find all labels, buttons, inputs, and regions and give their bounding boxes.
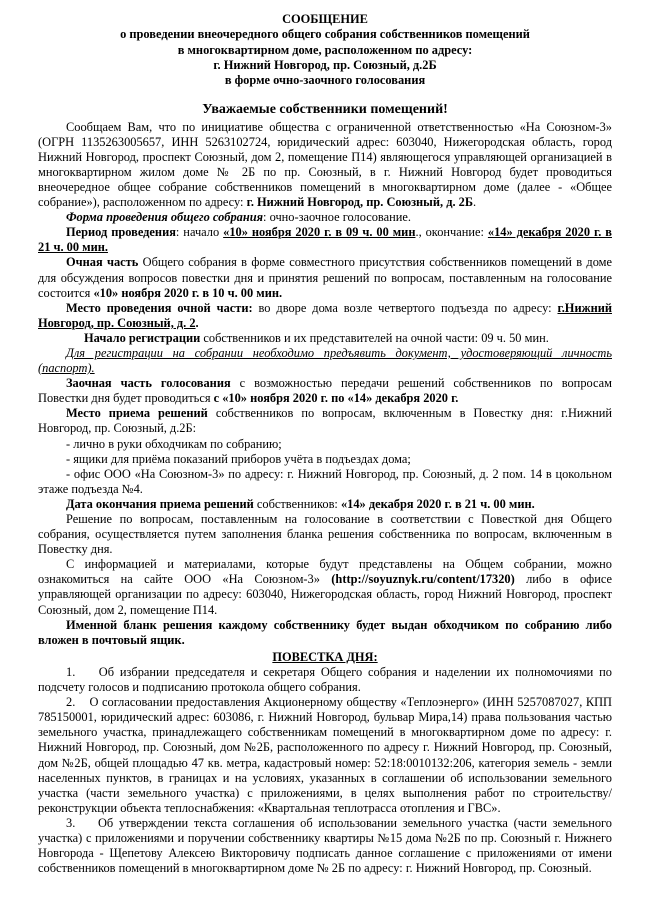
intro-text: Сообщаем Вам, что по инициативе общества с ограниченной ответственностью «На Союзном-3» (ОГРН 1135263005657, ИНН 5263102724, юридический адрес: 603040, Нижегородская область, город Нижний Новгород, проспект Союзный, дом 2, помещение П14) являющегося управляющей организацией в многоквартирном жилом доме № 2Б по пр. Союзный, в г. Нижний Новгород будет проводиться внеочередное общее собрание собственников помещений в многоквартирном доме (далее - «Общее собрание»), расположенном по адресу:: [38, 119, 612, 210]
intro-paragraph: [38, 120, 612, 211]
notice-subtitle-line-1: о проведении внеочередного общего собрания собственников помещений: [120, 27, 530, 42]
place-text: во дворе дома возле четвертого подъезда по адресу:: [252, 300, 558, 315]
deadline-label: Дата окончания приема решений: [66, 496, 254, 511]
notice-address: г. Нижний Новгород, пр. Союзный, д.2Б: [213, 57, 437, 72]
remote-paragraph: [38, 376, 612, 406]
intro-address: г. Нижний Новгород, пр. Союзный, д. 2Б: [246, 195, 474, 210]
reception-label: Место приема решений: [66, 406, 208, 421]
agenda-item-number: 2.: [66, 695, 76, 710]
decision-paragraph: Решение по вопросам, поставленным на голосование в соответствии с Повесткой дня Общего собрания, осуществляется путем заполнения бланка решения собственника по вопросам, включенным в Повестку дня.: [38, 512, 612, 557]
remote-text: с возможностью передачи решений собственников по вопросам Повестки дня будет проводиться: [38, 376, 613, 406]
agenda-item-number: 1.: [66, 664, 76, 679]
reception-item: - лично в руки обходчикам по собранию;: [66, 436, 282, 451]
deadline-paragraph: [38, 497, 612, 512]
place-paragraph: [38, 301, 612, 331]
form-value: : очно-заочное голосование.: [263, 210, 411, 225]
form-paragraph: [38, 210, 612, 225]
agenda-title: ПОВЕСТКА ДНЯ:: [272, 649, 378, 664]
period-end: «14» декабря 2020 г. в 21 ч. 00 мин.: [38, 225, 612, 255]
info-paragraph: [38, 557, 612, 617]
registration-paragraph: [38, 331, 612, 346]
notice-voting-form: в форме очно-заочного голосования: [224, 73, 426, 88]
reception-item: - офис ООО «На Союзном-3» по адресу: г. Нижний Новгород, пр. Союзный, д. 2 пом. 14 в цокольном этаже подъезда №4.: [38, 466, 612, 496]
info-text-1: С информацией и материалами, которые будут представлены на Общем собрании, можно ознакомиться на сайте ООО «На Союзном-3»: [38, 557, 612, 587]
place-address: г.Нижний Новгород, пр. Союзный, д. 2: [38, 300, 612, 330]
agenda-item-text: О согласовании предоставления Акционерному обществу «Теплоэнерго» (ИНН 5257087027, КПП 785150001, юридический адрес: 603086, г. Нижний Новгород, бульвар Мира,14) права пользования частью земельного участка, принадлежащего собственникам помещений в многоквартирном доме по адресу: г. Нижний Новгород, пр. Союзный, дом №2Б, расположенного по адресу г. Нижний Новгород, пр. Союзный, дом №2Б, общей площадью 47 кв. метра, кадастровый номер: 52:18:0010132:206, категория земель - земли населенных пунктов, в границах и на условиях, указанных в соглашении об использовании земельного участка (части земельного участка) с приложениями, в целях выполнения работ по строительству/реконструкции объекта теплоснабжения: «Квартальная теплотрасса отопления и ГВС».: [38, 695, 613, 815]
form-label: Форма проведения общего собрания: [66, 210, 264, 225]
place-end: .: [195, 315, 199, 330]
agenda-item: [38, 816, 612, 876]
period-paragraph: [38, 225, 612, 255]
reception-text: собственников по вопросам, включенным в Повестку дня: г.Нижний Новгород, пр. Союзный, д.2Б:: [38, 406, 613, 436]
intro-end: .: [473, 195, 477, 210]
inperson-date: «10» ноября 2020 г. в 10 ч. 00 мин.: [93, 285, 283, 300]
ballot-note: Именной бланк решения каждому собственнику будет выдан обходчиком по собранию либо вложен в почтовый ящик.: [38, 617, 612, 647]
inperson-paragraph: [38, 255, 612, 300]
agenda-item-text: Об избрании председателя и секретаря Общего собрания и наделении их полномочиями по подсчету голосов и подписанию протокола общего собрания.: [38, 664, 612, 695]
remote-label: Заочная часть голосования: [66, 376, 231, 391]
agenda-item-text: Об утверждении текста соглашения об использовании земельного участка (части земельного участка) с приложениями и поручении собственнику квартиры №15 дома №2Б по пр. Союзный г. Нижнего Новгорода - Щепетову Алексею Викторовичу подписать данное соглашение с приложениями от имени собственников помещений в многоквартирном доме № 2Б по адресу: г. Нижний Новгород, пр. Союзный.: [38, 815, 612, 876]
registration-note: Для регистрации на собрании необходимо предъявить документ, удостоверяющий личность (паспорт).: [38, 345, 612, 376]
registration-label: Начало регистрации: [84, 330, 201, 345]
notice-title: СООБЩЕНИЕ: [282, 12, 368, 26]
inperson-label: Очная часть: [66, 255, 139, 270]
period-text-2: ., окончание:: [415, 225, 488, 240]
info-text-2: либо в офисе управляющей организации по адресу: 603040, Нижегородская область, город Нижний Новгород, проспект Союзный, дом 2, помещение П14.: [38, 572, 612, 617]
inperson-text: Общего собрания в форме совместного присутствия собственников помещений в доме для обсуждения вопросов повестки дня и принятия решений по вопросам, поставленным на голосование состоится: [38, 255, 612, 300]
greeting: Уважаемые собственники помещений!: [202, 102, 448, 118]
reception-paragraph: [38, 406, 612, 436]
registration-text: собственников и их представителей на очной части: 09 ч. 50 мин.: [200, 330, 549, 345]
deadline-date: «14» декабря 2020 г. в 21 ч. 00 мин.: [340, 496, 535, 511]
notice-subtitle-line-2: в многоквартирном доме, расположенном по адресу:: [177, 42, 473, 57]
remote-dates: с «10» ноября 2020 г. по «14» декабря 2020 г.: [213, 391, 459, 406]
agenda-item: [38, 665, 612, 695]
agenda-item-number: 3.: [66, 815, 76, 830]
agenda-item: [38, 695, 612, 816]
info-url: (http://soyuznyk.ru/content/17320): [331, 572, 515, 587]
reception-item: - ящики для приёма показаний приборов учёта в подъездах дома;: [66, 451, 411, 466]
period-text-1: : начало: [175, 225, 224, 240]
period-start: «10» ноября 2020 г. в 09 ч. 00 мин: [223, 225, 416, 240]
place-label: Место проведения очной части:: [66, 300, 253, 315]
deadline-text: собственников:: [253, 496, 341, 511]
period-label: Период проведения: [66, 225, 176, 240]
